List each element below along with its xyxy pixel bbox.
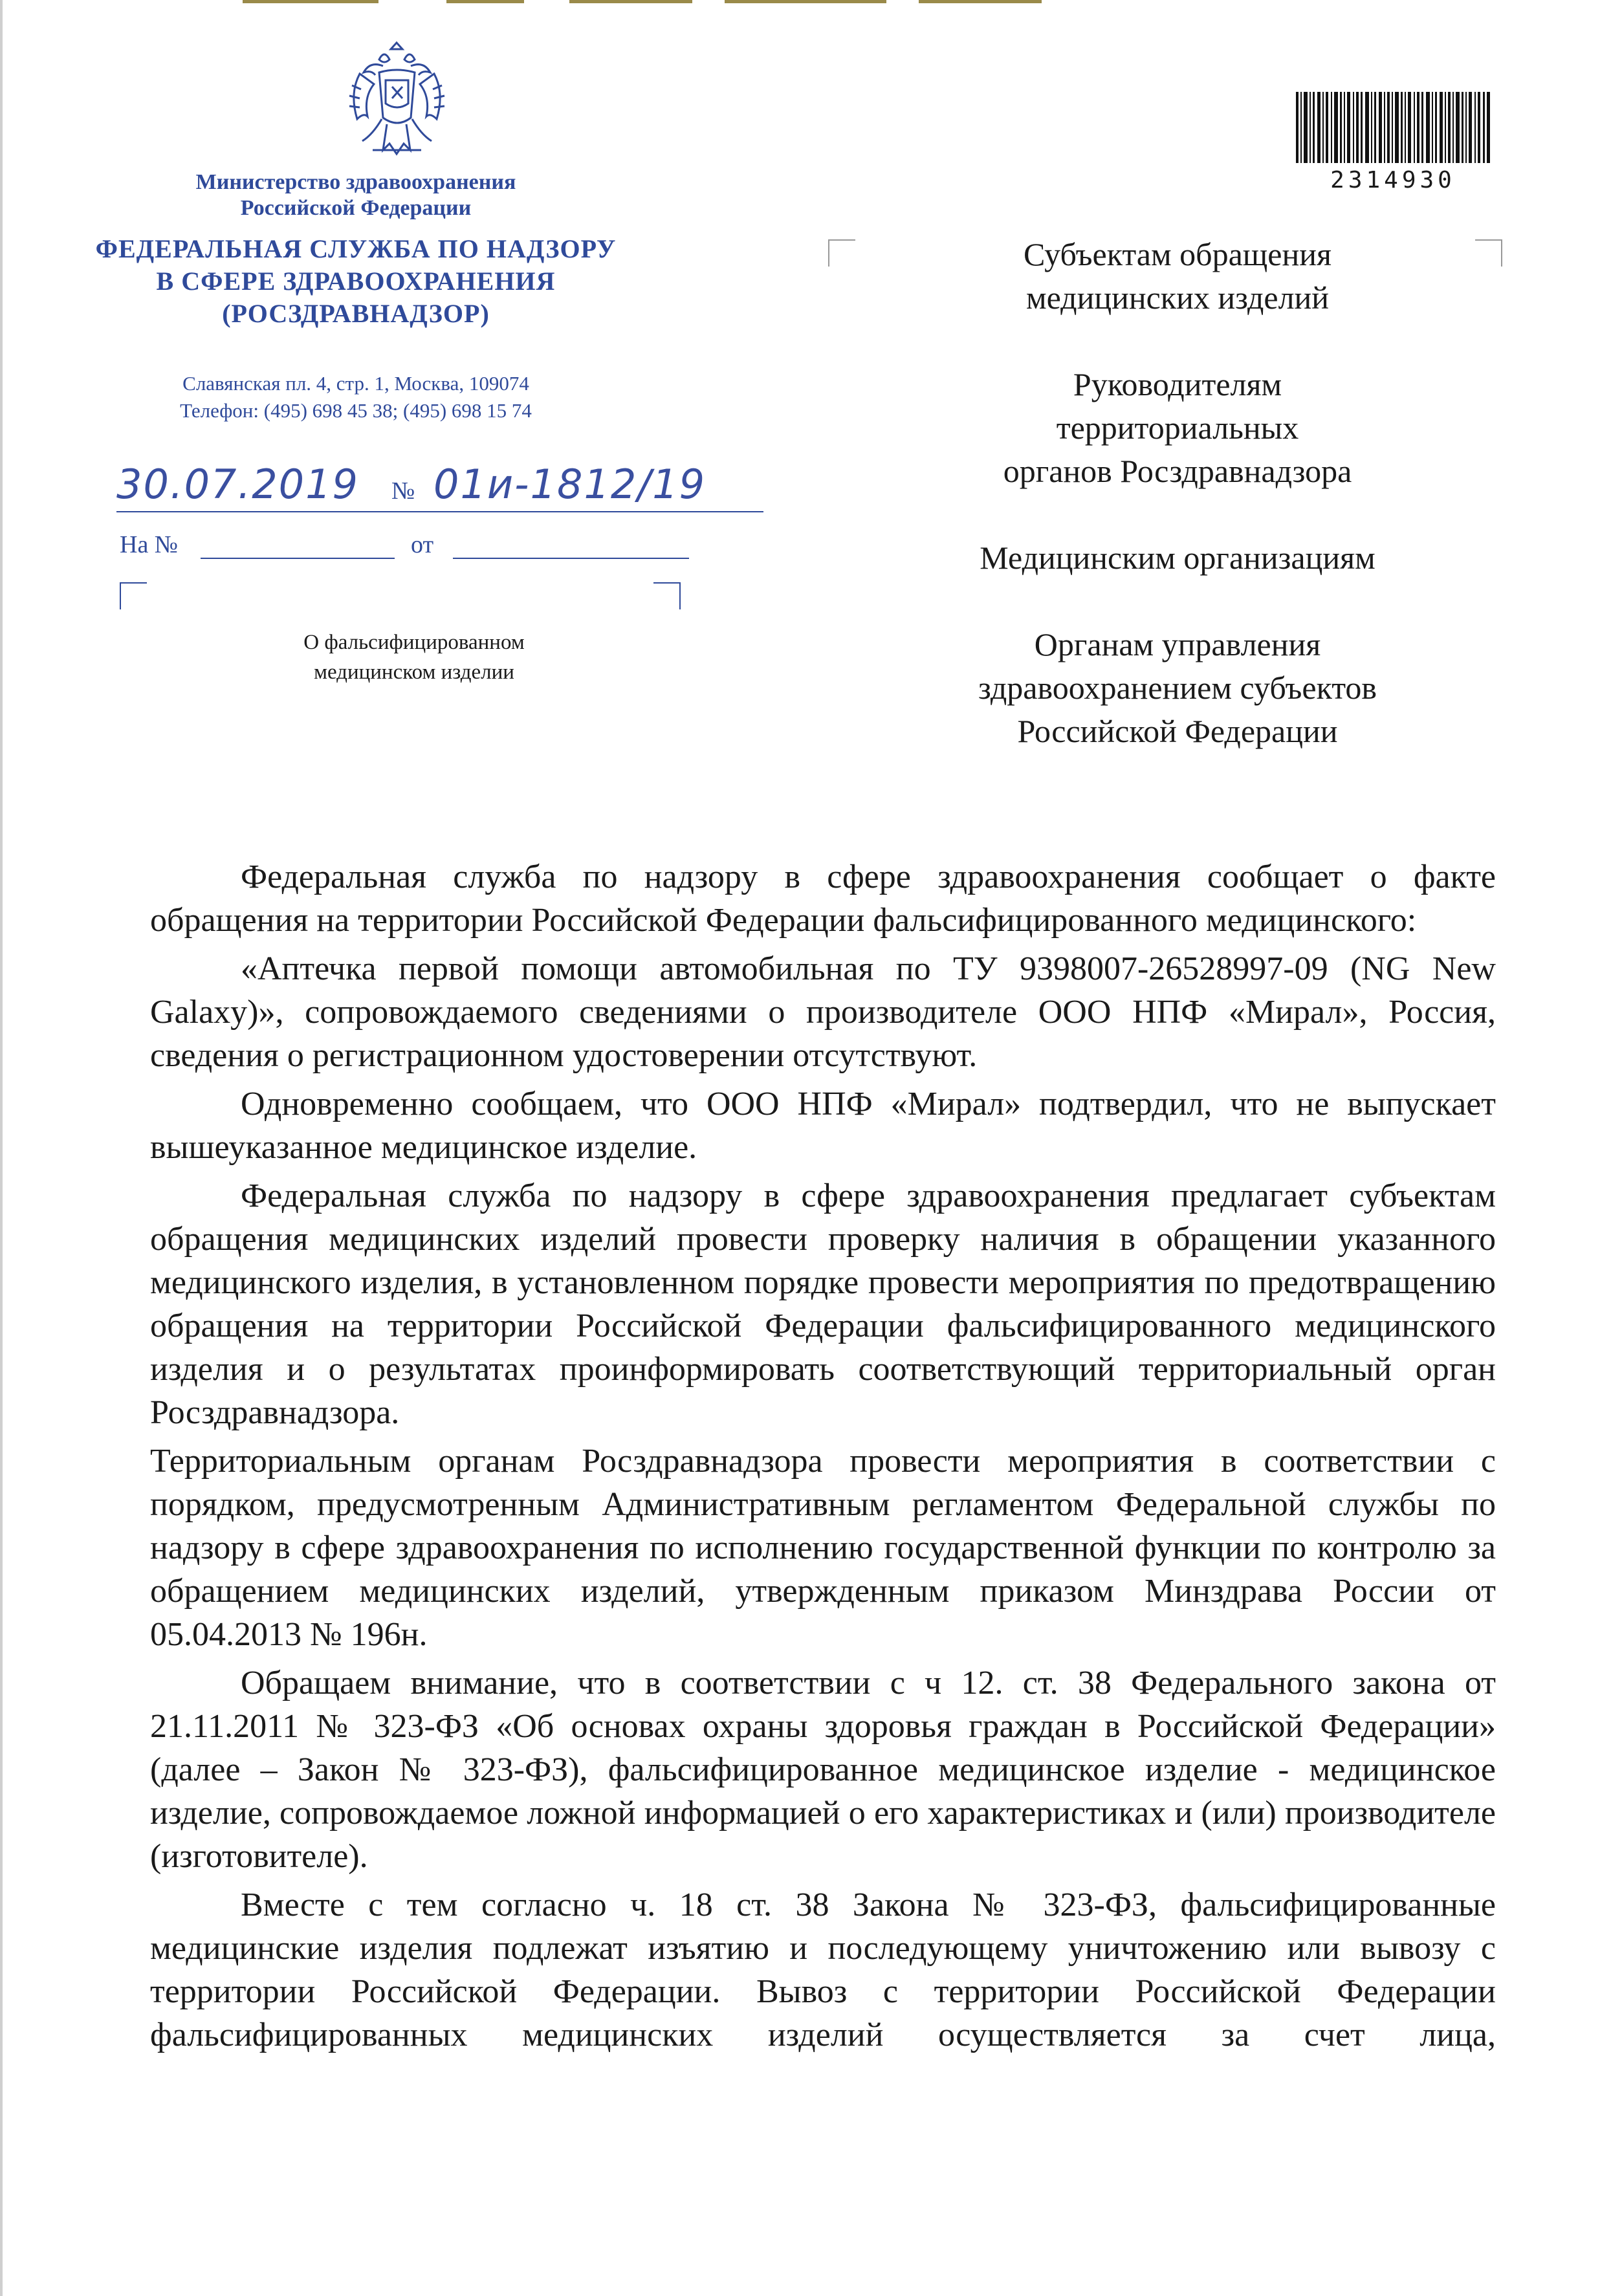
state-emblem-icon: [340, 40, 454, 163]
agency-line: В СФЕРЕ ЗДРАВООХРАНЕНИЯ: [156, 267, 556, 296]
phone-line: Телефон: (495) 698 45 38; (495) 698 15 74: [180, 399, 532, 422]
addressee-entry: Медицинским организациям: [980, 540, 1375, 576]
agency-line: (РОСЗДРАВНАДЗОР): [222, 299, 490, 328]
reply-from-label: от: [411, 531, 434, 558]
body-paragraph: Вместе с тем согласно ч. 18 ст. 38 Закона № 323-ФЗ, фальсифицированные медицинские изделия подлежат изъятию и последующему уничтожению или вывозу с территории Российской Федерации. Вывоз с территории Российской Федерации фальсифицированных медицинских изделий осуществляется за счет лица,: [150, 1886, 1496, 2053]
letter-subject: [233, 628, 595, 687]
subject-line: медицинском изделии: [314, 661, 514, 684]
agency-address: [97, 370, 615, 424]
barcode-number: 2314930: [1330, 167, 1456, 193]
letter-body: [150, 855, 1496, 2057]
addressee-entry: Органам управления здравоохранением субъектов Российской Федерации: [978, 626, 1377, 749]
addressee-entry: Субъектам обращения медицинских изделий: [1024, 236, 1332, 316]
registration-date: 30.07.2019: [116, 461, 359, 508]
body-paragraph: Территориальным органам Росздравнадзора провести мероприятия в соответствии с порядком, предусмотренным Административным регламентом Федеральной службы по надзору в сфере здравоохранения по исполнению государственной функции по контролю за обращением медицинских изделий, утвержденным приказом Минздрава России от 05.04.2013 № 196н.: [150, 1443, 1496, 1653]
addressee-bracket-right: [1475, 239, 1502, 267]
reply-reference-line: [120, 530, 689, 563]
subject-line: О фальсифицированном: [303, 631, 525, 654]
scan-left-edge: [0, 0, 3, 2296]
reply-number-blank: [201, 558, 395, 559]
registration-number: 01и-1812/19: [433, 461, 707, 508]
body-paragraph: Федеральная служба по надзору в сфере здравоохранения предлагает субъектам обращения медицинских изделий провести проверку наличия в обращении указанного медицинского изделия, в установленном порядке провести мероприятия по предотвращению обращения на территории Российской Федерации фальсифицированного медицинского изделия и о результатах проинформировать соответствующий территориальный орган Росздравнадзора.: [150, 1177, 1496, 1431]
ministry-line: Министерство здравоохранения: [195, 170, 516, 194]
body-paragraph: Федеральная служба по надзору в сфере здравоохранения сообщает о факте обращения на территории Российской Федерации фальсифицированного медицинского:: [150, 858, 1496, 939]
registration-number-label: №: [391, 477, 415, 505]
barcode: [1296, 92, 1490, 163]
agency-name: [91, 233, 621, 330]
addressee-block: [893, 233, 1462, 796]
subject-bracket-left: [120, 582, 147, 609]
registration-line: [116, 461, 815, 525]
address-line: Славянская пл. 4, стр. 1, Москва, 109074: [182, 372, 529, 395]
subject-bracket-right: [653, 582, 681, 609]
body-paragraph: «Аптечка первой помощи автомобильная по ТУ 9398007-26528997-09 (NG New Galaxy)», сопровождаемого сведениями о производителе ООО НПФ «Мирал», Россия, сведения о регистрационном удостоверении отсутствуют.: [150, 950, 1496, 1074]
ministry-line: Российской Федерации: [240, 196, 472, 220]
body-paragraph: Одновременно сообщаем, что ООО НПФ «Мирал» подтвердил, что не выпускает вышеуказанное медицинское изделие.: [150, 1086, 1496, 1166]
addressee-entry: Руководителям территориальных органов Росздравнадзора: [1003, 366, 1352, 489]
body-paragraph: Обращаем внимание, что в соответствии с ч 12. ст. 38 Федерального закона от 21.11.2011 № 323-ФЗ «Об основах охраны здоровья граждан в Российской Федерации» (далее – Закон № 323-ФЗ), фальсифицированное медицинское изделие - медицинское изделие, сопровождаемое ложной информацией о его характеристиках и (или) производителе (изготовителе).: [150, 1665, 1496, 1875]
ministry-name: [97, 169, 615, 221]
reply-date-blank: [453, 558, 689, 559]
reply-number-label: На №: [120, 531, 179, 558]
scan-top-marks: [0, 0, 1611, 6]
registration-underline: [116, 511, 763, 512]
agency-line: ФЕДЕРАЛЬНАЯ СЛУЖБА ПО НАДЗОРУ: [95, 234, 617, 263]
addressee-bracket-left: [828, 239, 855, 267]
